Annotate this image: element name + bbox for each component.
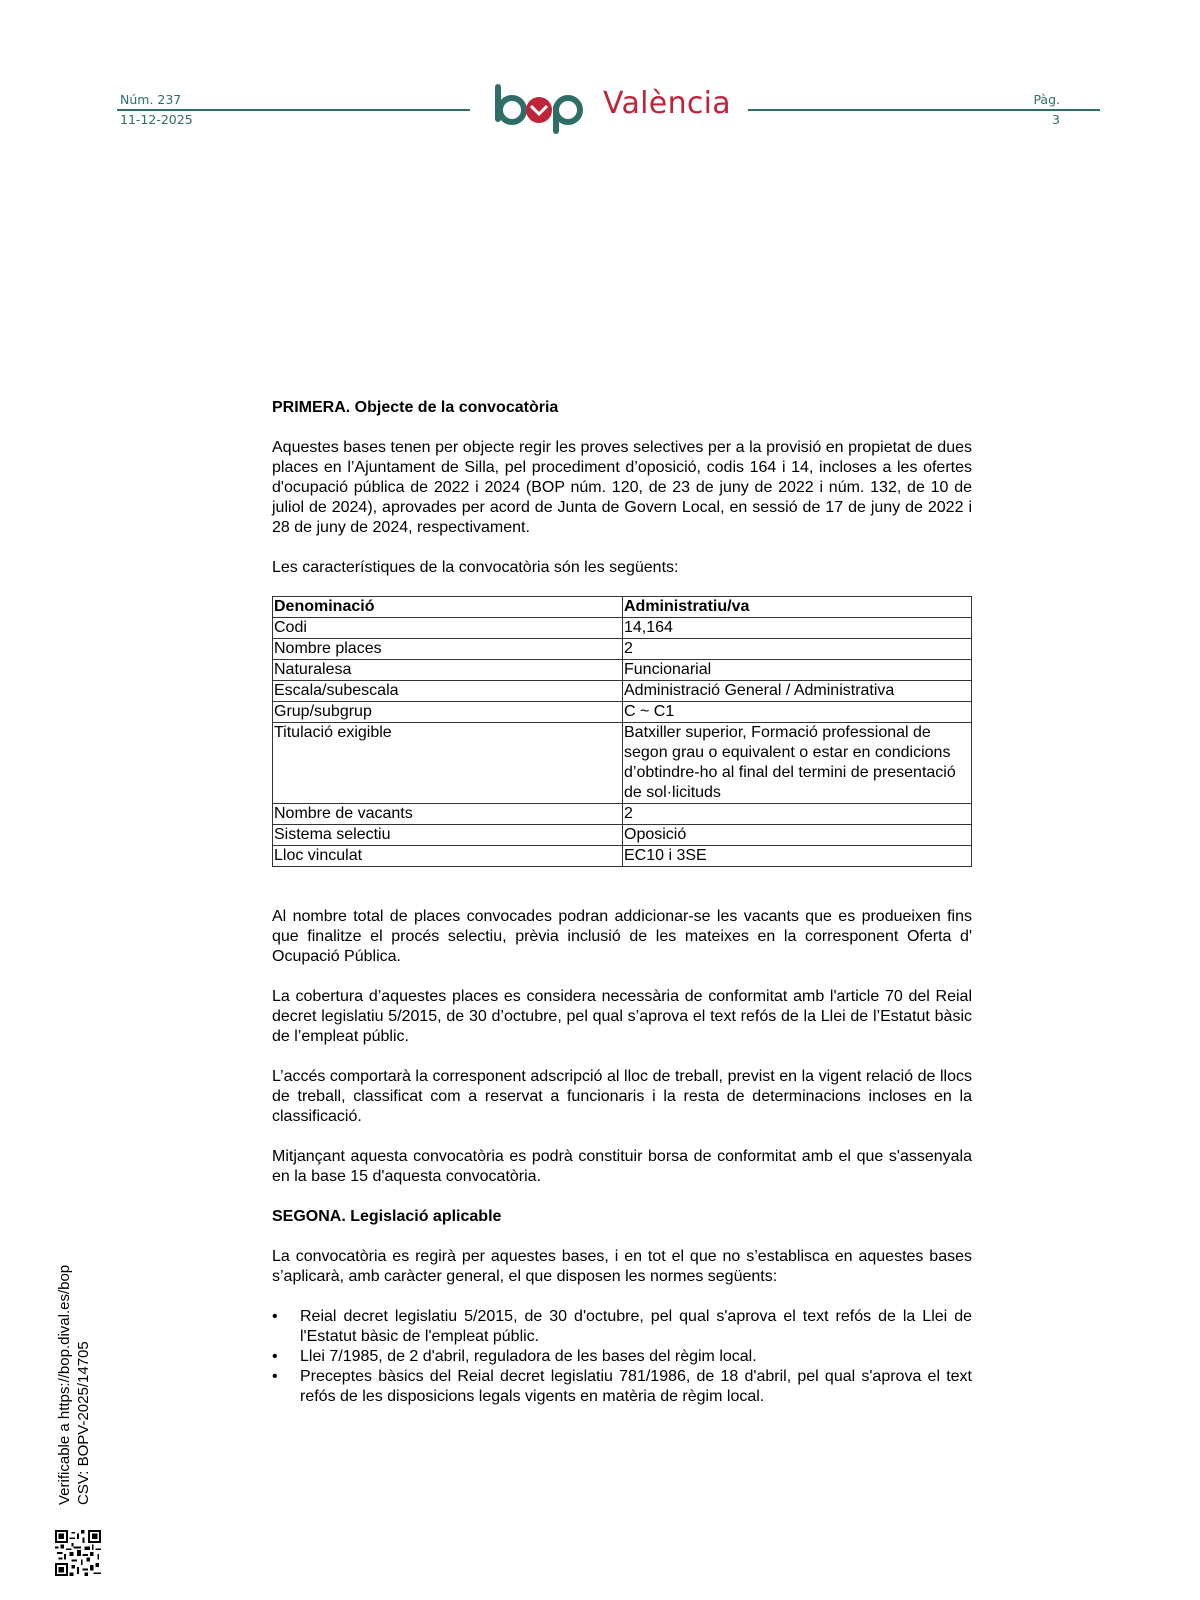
list-item: • Llei 7/1985, de 2 d'abril, reguladora de les bases del règim local.	[272, 1347, 972, 1367]
page-number: 3	[1052, 112, 1060, 127]
table-cell: 2	[623, 639, 972, 660]
table-row	[273, 702, 972, 723]
characteristics-table	[272, 596, 972, 867]
table-row	[273, 681, 972, 702]
table-row	[273, 825, 972, 846]
table-cell: Nombre de vacants	[273, 804, 623, 825]
paragraph: Les característiques de la convocatòria són les següents:	[272, 559, 679, 576]
list-item: • Reial decret legislatiu 5/2015, de 30 d'octubre, pel qual s'aprova el text refós de la Llei de l'Estatut bàsic de l'empleat públic.	[272, 1307, 972, 1347]
table-cell: Titulació exigible	[273, 723, 623, 804]
table-cell: Lloc vinculat	[273, 846, 623, 867]
section-title-primera: PRIMERA. Objecte de la convocatòria	[272, 399, 559, 416]
table-cell: Naturalesa	[273, 660, 623, 681]
table-row	[273, 660, 972, 681]
paragraph: Aquestes bases tenen per objecte regir les proves selectives per a la provisió en propietat de dues places en l’Ajuntament de Silla, pel procediment d’oposició, codis 164 i 14, incloses a les ofertes d'ocupació pública de 2022 i 2024 (BOP núm. 120, de 23 de juny de 2022 i núm. 132, de 10 de juliol de 2024), aprovades per acord de Junta de Govern Local, en sessió de 17 de juny de 2022 i 28 de juny de 2024, respectivament.	[272, 439, 972, 536]
paragraph: Al nombre total de places convocades podran addicionar-se les vacants que es produeixen fins que finalitze el procés selectiu, prèvia inclusió de les mateixes en la corresponent Oferta d' Ocupació Pública.	[272, 908, 972, 965]
verification-url[interactable]: Verificable a https://bop.dival.es/bop	[56, 1264, 73, 1505]
header-rule-left	[117, 109, 470, 111]
list-item: • Preceptes bàsics del Reial decret legislatiu 781/1986, de 18 d'abril, pel qual s'aprova el text refós de les disposicions legals vigents en matèria de règim local.	[272, 1367, 972, 1407]
bulletin-number: Núm. 237	[120, 92, 182, 107]
table-cell: Funcionarial	[623, 660, 972, 681]
paragraph: La cobertura d’aquestes places es considera necessària de conformitat amb l'article 70 del Reial decret legislatiu 5/2015, de 30 d’octubre, pel qual s’aprova el text refós de la Llei de l’Estatut bàsic de l’empleat públic.	[272, 988, 972, 1045]
table-cell: 2	[623, 804, 972, 825]
table-cell: Administració General / Administrativa	[623, 681, 972, 702]
table-header-row	[273, 597, 972, 618]
table-cell: Sistema selectiu	[273, 825, 623, 846]
section-title-segona: SEGONA. Legislació aplicable	[272, 1208, 502, 1225]
table-cell: Escala/subescala	[273, 681, 623, 702]
table-row	[273, 618, 972, 639]
table-cell: C ~ C1	[623, 702, 972, 723]
legislation-list	[272, 1307, 972, 1407]
table-cell: Grup/subgrup	[273, 702, 623, 723]
table-cell: Batxiller superior, Formació professional de segon grau o equivalent o estar en condicions d’obtindre-ho al final del termini de presentació de sol·licituds	[623, 723, 972, 804]
paragraph: Mitjançant aquesta convocatòria es podrà constituir borsa de conformitat amb el que s'assenyala en la base 15 d'aquesta convocatòria.	[272, 1148, 972, 1185]
table-cell: EC10 i 3SE	[623, 846, 972, 867]
table-cell: Oposició	[623, 825, 972, 846]
table-row	[273, 723, 972, 804]
qr-code-icon	[55, 1530, 101, 1576]
paragraph: La convocatòria es regirà per aquestes bases, i en tot el que no s’establisca en aquestes bases s’aplicarà, amb caràcter general, el que disposen les normes següents:	[272, 1248, 972, 1285]
table-cell: Denominació	[273, 597, 623, 618]
table-row	[273, 804, 972, 825]
table-cell: 14,164	[623, 618, 972, 639]
table-cell: Administratiu/va	[623, 597, 972, 618]
table-cell: Nombre places	[273, 639, 623, 660]
csv-code: CSV: BOPV-2025/14705	[75, 1341, 92, 1505]
paragraph: L’accés comportarà la corresponent adscripció al lloc de treball, previst en la vigent relació de llocs de treball, classificat com a reservat a funcionaris i la resta de determinacions incloses en la classificació.	[272, 1068, 972, 1125]
table-row	[273, 846, 972, 867]
header-meta-right	[1033, 90, 1060, 130]
bulletin-date: 11-12-2025	[120, 112, 193, 127]
table-cell: Codi	[273, 618, 623, 639]
document-body	[272, 398, 972, 1407]
page-label: Pàg.	[1033, 92, 1060, 107]
logo-text: València	[603, 86, 731, 121]
table-row	[273, 639, 972, 660]
verification-sidebar	[55, 1265, 93, 1505]
